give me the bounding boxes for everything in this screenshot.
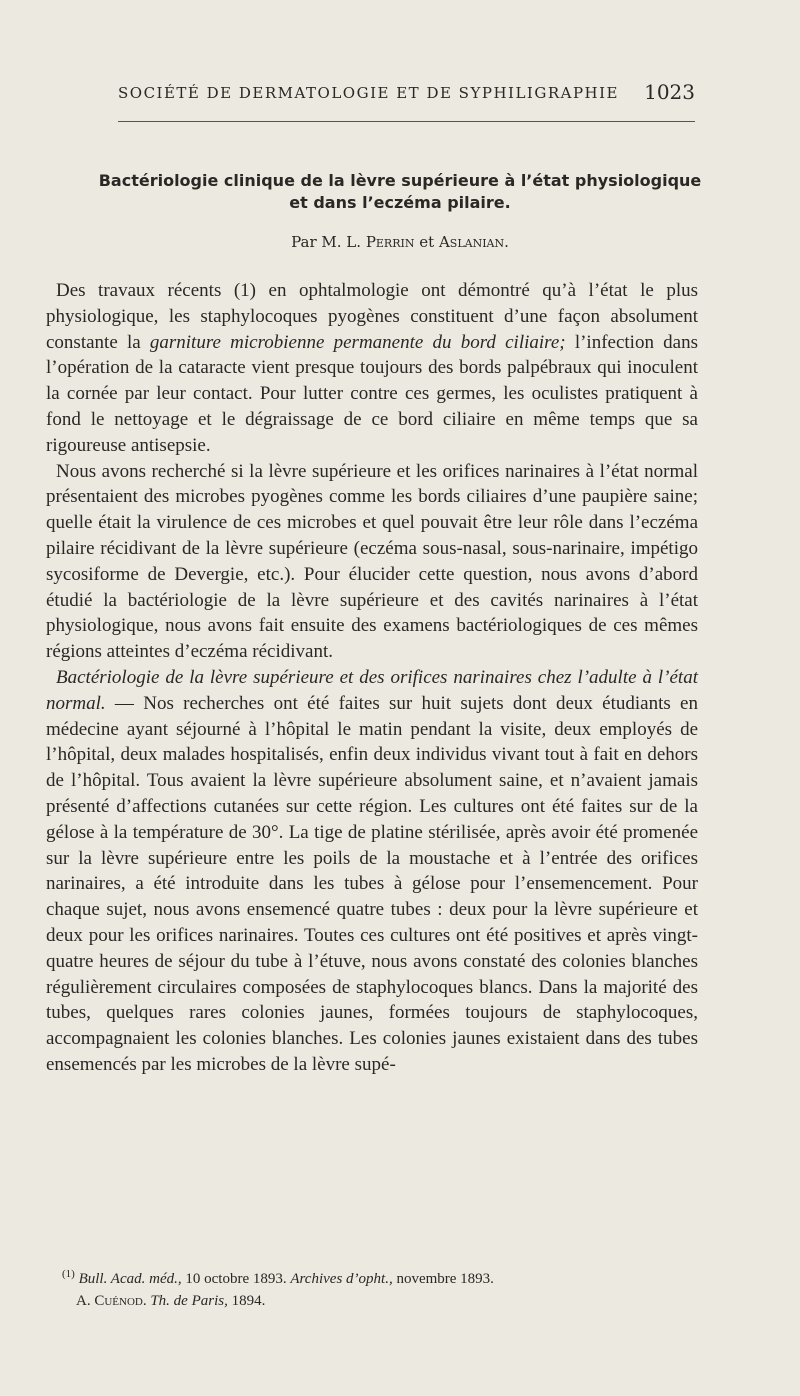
- footnote-line-1: [62, 1263, 702, 1290]
- article-title: [60, 170, 740, 214]
- article-body: [46, 278, 698, 1078]
- footnote-ref-bull: Bull. Acad. méd.,: [78, 1271, 182, 1287]
- p1-text-a: Des travaux récents (1) en ophtalmologie ont démontré qu’à l’état le plus physiologique, les staphylocoques pyogènes constituent d’une façon absolument constante la: [46, 280, 698, 353]
- byline-par: Par M. L.: [291, 233, 362, 251]
- author-perrin: Perrin: [365, 233, 415, 251]
- footnote-ref-these: Th. de Paris,: [150, 1293, 228, 1309]
- title-line-1: Bactériologie clinique de la lèvre supérieure à l’état physiologique: [98, 171, 702, 190]
- footnote-ref-these-year: 1894.: [227, 1293, 266, 1309]
- byline-and: et: [419, 233, 435, 251]
- footnote-ref-archives: Archives d’opht.,: [290, 1271, 393, 1287]
- footnote-initial: A.: [76, 1293, 91, 1309]
- p1-emphasis: garniture microbienne permanente du bord ciliaire;: [149, 331, 566, 353]
- p1-text-b: l’infection dans l’opération de la cataracte vient presque toujours des bords palpébraux qui inoculent la cornée par leur contact. Pour lutter contre ces germes, les oculistes pratiquent à fond le nettoyage et le dégraissage de ce bord ciliaire en même temps que sa rigoureuse antisepsie.: [46, 331, 698, 456]
- title-line-2: et dans l’eczéma pilaire.: [289, 193, 511, 212]
- author-aslanian: Aslanian.: [438, 233, 509, 251]
- footnote-line-2: [62, 1290, 702, 1312]
- page-number: 1023: [644, 80, 695, 104]
- running-title: SOCIÉTÉ DE DERMATOLOGIE ET DE SYPHILIGRAPHIE: [118, 84, 620, 102]
- paragraph-2: Nous avons recherché si la lèvre supérieure et les orifices narinaires à l’état normal présentaient des microbes pyogènes comme les bords ciliaires d’une paupière saine; quelle était la virulence de ces microbes et quel pouvait être leur rôle dans l’eczéma pilaire récidivant de la lèvre supérieure (eczéma sous-nasal, sous-narinaire, impétigo sycosiforme de Devergie, etc.). Pour élucider cette question, nous avons d’abord étudié la bactériologie de la lèvre supérieure et des cavités narinaires à l’état physiologique, nous avons fait ensuite des examens bactériologiques de ces mêmes régions atteintes d’eczéma récidivant.: [46, 460, 698, 663]
- paragraph-1: [46, 278, 698, 459]
- p3-text: — Nos recherches ont été faites sur huit sujets dont deux étudiants en médecine ayant séjourné à l’hôpital le matin pendant la visite, deux employés de l’hôpital, deux malades hospitalisés, enfin deux individus vivant tout à fait en dehors de l’hôpital. Tous avaient la lèvre supérieure absolument saine, et n’avaient jamais présenté d’affections cutanées sur cette région. Les cultures ont été faites sur de la gélose à la température de 30°. La tige de platine stérilisée, après avoir été promenée sur la lèvre supérieure entre les poils de la moustache et à l’entrée des orifices narinaires, a été introduite dans les tubes à gélose pour l’ensemencement. Pour chaque sujet, nous avons ensemencé quatre tubes : deux pour la lèvre supérieure et deux pour les orifices narinaires. Toutes ces cultures ont été positives et après vingt-quatre heures de séjour du tube à l’étuve, nous avons constaté des colonies blanches régulièrement circulaires composées de staphylocoques blancs. Dans la majorité des tubes, quelques rares colonies jaunes, formées toujours de staphylocoques, accompagnaient les colonies blanches. Les colonies jaunes existaient dans des tubes ensemencés par les microbes de la lèvre supé-: [46, 692, 698, 1075]
- byline: [60, 233, 740, 251]
- section-heading-italic: Bactériologie de la lèvre supérieure et des orifices narinaires chez l’adulte à l’état normal.: [46, 666, 698, 714]
- footnote: [62, 1263, 702, 1312]
- footnote-author: Cuénod.: [94, 1293, 147, 1309]
- running-header: [118, 80, 695, 104]
- header-rule: [118, 121, 695, 122]
- footnote-ref-bull-date: 10 octobre 1893.: [181, 1271, 291, 1287]
- paragraph-3: [46, 665, 698, 1078]
- footnote-ref-archives-date: novembre 1893.: [392, 1271, 494, 1287]
- footnote-marker: (1): [62, 1268, 75, 1280]
